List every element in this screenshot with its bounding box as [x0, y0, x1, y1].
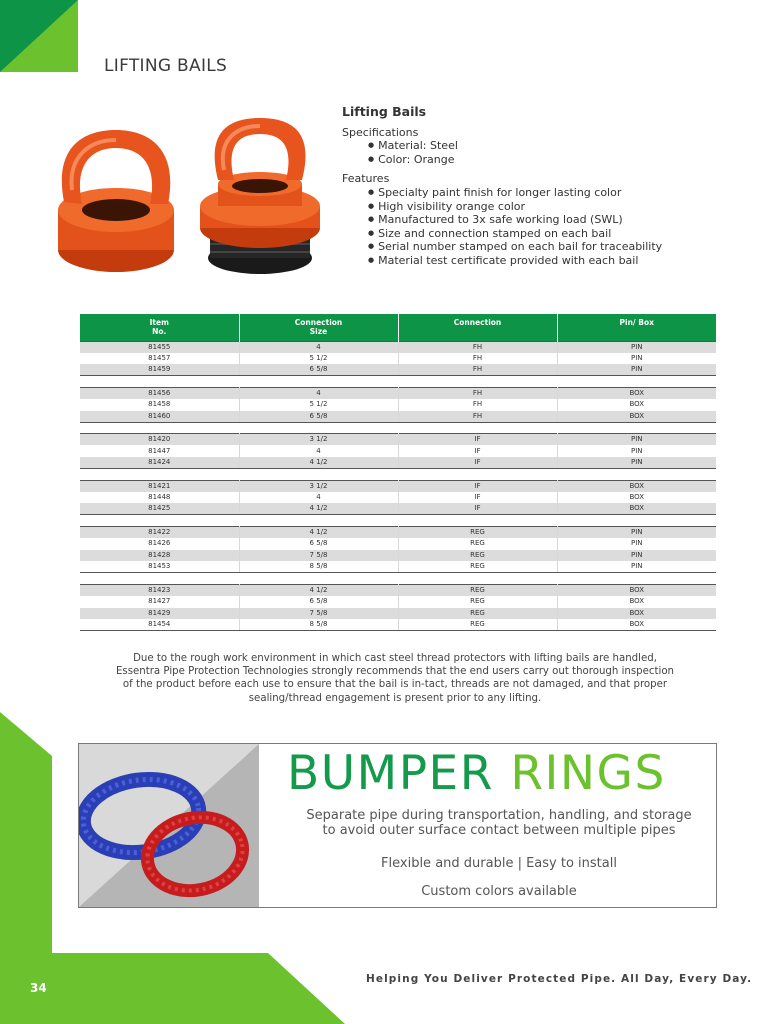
cell-connection: REG — [398, 596, 557, 608]
feature-item: ● Material test certificate provided with each bail — [368, 254, 742, 268]
cell-pin-box: BOX — [557, 387, 716, 399]
note-line: of the product before each use to ensure that the bail is in-tact, threads are not damaged, and that proper — [122, 679, 668, 691]
table-row — [80, 527, 716, 539]
cell-connection: FH — [398, 399, 557, 411]
section-title: LIFTING BAILS — [104, 56, 228, 76]
features-title: Features — [342, 172, 390, 186]
feature-item: ● Manufactured to 3x safe working load (SWL) — [368, 213, 742, 227]
spacer-cell — [80, 422, 716, 434]
feature-item: ● Specialty paint finish for longer lasting color — [368, 186, 742, 200]
cell-connection: IF — [398, 492, 557, 504]
table-row — [80, 584, 716, 596]
banner-title — [287, 746, 717, 802]
table-row — [80, 503, 716, 515]
feature-item: ● High visibility orange color — [368, 200, 742, 214]
cell-item-no: 81421 — [80, 480, 239, 492]
cell-item-no: 81425 — [80, 503, 239, 515]
cell-item-no: 81448 — [80, 492, 239, 504]
cell-connection: FH — [398, 353, 557, 365]
cell-item-no: 81423 — [80, 584, 239, 596]
cell-pin-box: PIN — [630, 539, 643, 548]
cell-connection: FH — [398, 364, 557, 376]
cell-connection: REG — [398, 608, 557, 620]
cell-connection: IF — [398, 434, 557, 446]
product-name: Lifting Bails — [342, 104, 427, 119]
cell-connection-size: 4 1/2 — [239, 503, 398, 515]
page-number: 34 — [30, 981, 47, 995]
feature-item: ● Serial number stamped on each bail for traceability — [368, 240, 742, 254]
table-group-spacer — [80, 515, 716, 527]
cell-item-no: 81454 — [80, 619, 239, 631]
table-row — [80, 608, 716, 620]
specifications-title: Specifications — [342, 125, 419, 139]
cell-connection: REG — [398, 527, 557, 539]
inspection-note — [108, 652, 682, 705]
cell-item-no: 81455 — [80, 341, 239, 353]
header-connection-size: Connection Size — [239, 314, 398, 341]
cell-connection: REG — [398, 561, 557, 573]
cell-item-no: 81427 — [80, 596, 239, 608]
banner-benefits: Flexible and durable | Easy to install — [381, 856, 617, 871]
cell-pin-box: BOX — [629, 493, 645, 502]
cell-connection-size: 5 1/2 — [239, 399, 398, 411]
cell-item-no: 81420 — [80, 434, 239, 446]
cell-pin-box: BOX — [557, 503, 716, 515]
cell-connection: FH — [398, 411, 557, 423]
cell-connection: IF — [398, 503, 557, 515]
cell-connection-size: 3 1/2 — [239, 434, 398, 446]
banner-title-bumper: BUMPER — [287, 746, 494, 801]
note-line: sealing/thread engagement is present prior to any lifting. — [248, 692, 542, 704]
lifting-bails-photo — [50, 110, 330, 288]
cell-pin-box: PIN — [630, 353, 643, 362]
cell-connection-size: 4 — [239, 445, 398, 457]
bumper-rings-photo — [79, 744, 259, 907]
spec-item: ● Color: Orange — [368, 153, 742, 167]
banner-custom-colors: Custom colors available — [421, 884, 577, 899]
cell-connection-size: 4 — [239, 341, 398, 353]
table-row — [80, 457, 716, 469]
note-line: Due to the rough work environment in which cast steel thread protectors with lifting bails are handled, — [133, 653, 657, 664]
cell-item-no: 81458 — [80, 399, 239, 411]
cell-connection-size: 6 5/8 — [239, 538, 398, 550]
corner-accent-top-left — [0, 0, 78, 72]
table-row — [80, 480, 716, 492]
features-list — [342, 186, 742, 268]
cell-item-no: 81426 — [80, 538, 239, 550]
cell-pin-box: PIN — [557, 527, 716, 539]
cell-pin-box: BOX — [557, 584, 716, 596]
cell-connection: FH — [398, 387, 557, 399]
cell-item-no: 81459 — [80, 364, 239, 376]
cell-connection-size: 7 5/8 — [239, 608, 398, 620]
cell-connection-size: 8 5/8 — [239, 619, 398, 631]
cell-connection-size: 7 5/8 — [239, 550, 398, 562]
table-row — [80, 492, 716, 504]
spacer-cell — [80, 573, 716, 585]
spacer-cell — [80, 376, 716, 388]
table-row — [80, 561, 716, 573]
table-row — [80, 445, 716, 457]
spacer-cell — [80, 469, 716, 481]
table-group-spacer — [80, 469, 716, 481]
header-item-no: Item No. — [80, 314, 239, 341]
cell-connection-size: 6 5/8 — [239, 411, 398, 423]
cell-item-no: 81422 — [80, 527, 239, 539]
table-body — [80, 341, 716, 631]
specifications-list — [342, 139, 742, 166]
table-row — [80, 538, 716, 550]
cell-pin-box: PIN — [557, 550, 716, 562]
cell-connection: REG — [398, 584, 557, 596]
cell-connection-size: 4 1/2 — [239, 457, 398, 469]
cell-connection: REG — [398, 538, 557, 550]
cell-item-no: 81424 — [80, 457, 239, 469]
table-row — [80, 550, 716, 562]
cell-item-no: 81429 — [80, 608, 239, 620]
cell-connection-size: 8 5/8 — [239, 561, 398, 573]
cell-connection-size: 4 1/2 — [239, 527, 398, 539]
cell-connection-size: 6 5/8 — [239, 596, 398, 608]
bumper-rings-banner — [78, 743, 717, 908]
cell-connection-size: 4 — [239, 387, 398, 399]
table-row — [80, 411, 716, 423]
feature-item: ● Size and connection stamped on each bail — [368, 227, 742, 241]
table-row — [80, 364, 716, 376]
cell-pin-box: BOX — [557, 480, 716, 492]
cell-pin-box: PIN — [557, 341, 716, 353]
cell-item-no: 81457 — [80, 353, 239, 365]
table-group-spacer — [80, 422, 716, 434]
lifting-bails-table — [80, 314, 716, 631]
cell-item-no: 81453 — [80, 561, 239, 573]
spec-item: ● Material: Steel — [368, 139, 742, 153]
footer-tagline: Helping You Deliver Protected Pipe. All Day, Every Day. — [366, 973, 753, 985]
cell-item-no: 81456 — [80, 387, 239, 399]
table-row — [80, 353, 716, 365]
header-connection: Connection — [398, 314, 557, 341]
cell-pin-box: BOX — [629, 597, 645, 606]
cell-pin-box: PIN — [557, 561, 716, 573]
cell-connection-size: 5 1/2 — [239, 353, 398, 365]
table-group-spacer — [80, 573, 716, 585]
cell-connection-size: 4 1/2 — [239, 584, 398, 596]
cell-item-no: 81428 — [80, 550, 239, 562]
table-group-spacer — [80, 376, 716, 388]
table-row — [80, 341, 716, 353]
table-header-row — [80, 314, 716, 341]
cell-item-no: 81447 — [80, 445, 239, 457]
cell-connection-size: 4 — [239, 492, 398, 504]
cell-pin-box: PIN — [630, 446, 643, 455]
bottom-green-band — [0, 953, 345, 1024]
cell-pin-box: BOX — [557, 619, 716, 631]
cell-connection-size: 3 1/2 — [239, 480, 398, 492]
note-line: Essentra Pipe Protection Technologies strongly recommends that the end users carry out thorough inspection — [115, 666, 675, 678]
cell-pin-box: PIN — [557, 364, 716, 376]
table-row — [80, 596, 716, 608]
product-specs — [342, 106, 742, 268]
cell-connection: REG — [398, 619, 557, 631]
banner-description — [279, 808, 717, 838]
cell-pin-box: BOX — [557, 608, 716, 620]
banner-title-rings: RINGS — [510, 746, 666, 801]
table-row — [80, 387, 716, 399]
cell-connection: IF — [398, 445, 557, 457]
cell-connection: IF — [398, 480, 557, 492]
cell-pin-box: PIN — [557, 457, 716, 469]
cell-connection: FH — [398, 341, 557, 353]
cell-pin-box: PIN — [557, 434, 716, 446]
cell-item-no: 81460 — [80, 411, 239, 423]
cell-pin-box: BOX — [557, 411, 716, 423]
table-row — [80, 619, 716, 631]
header-pin-box: Pin/ Box — [557, 314, 716, 341]
table-row — [80, 434, 716, 446]
cell-connection: REG — [398, 550, 557, 562]
cell-connection-size: 6 5/8 — [239, 364, 398, 376]
cell-connection: IF — [398, 457, 557, 469]
banner-description-line: to avoid outer surface contact between multiple pipes — [322, 823, 676, 838]
cell-pin-box: BOX — [629, 400, 645, 409]
table-row — [80, 399, 716, 411]
spacer-cell — [80, 515, 716, 527]
banner-description-line: Separate pipe during transportation, handling, and storage — [306, 808, 692, 823]
